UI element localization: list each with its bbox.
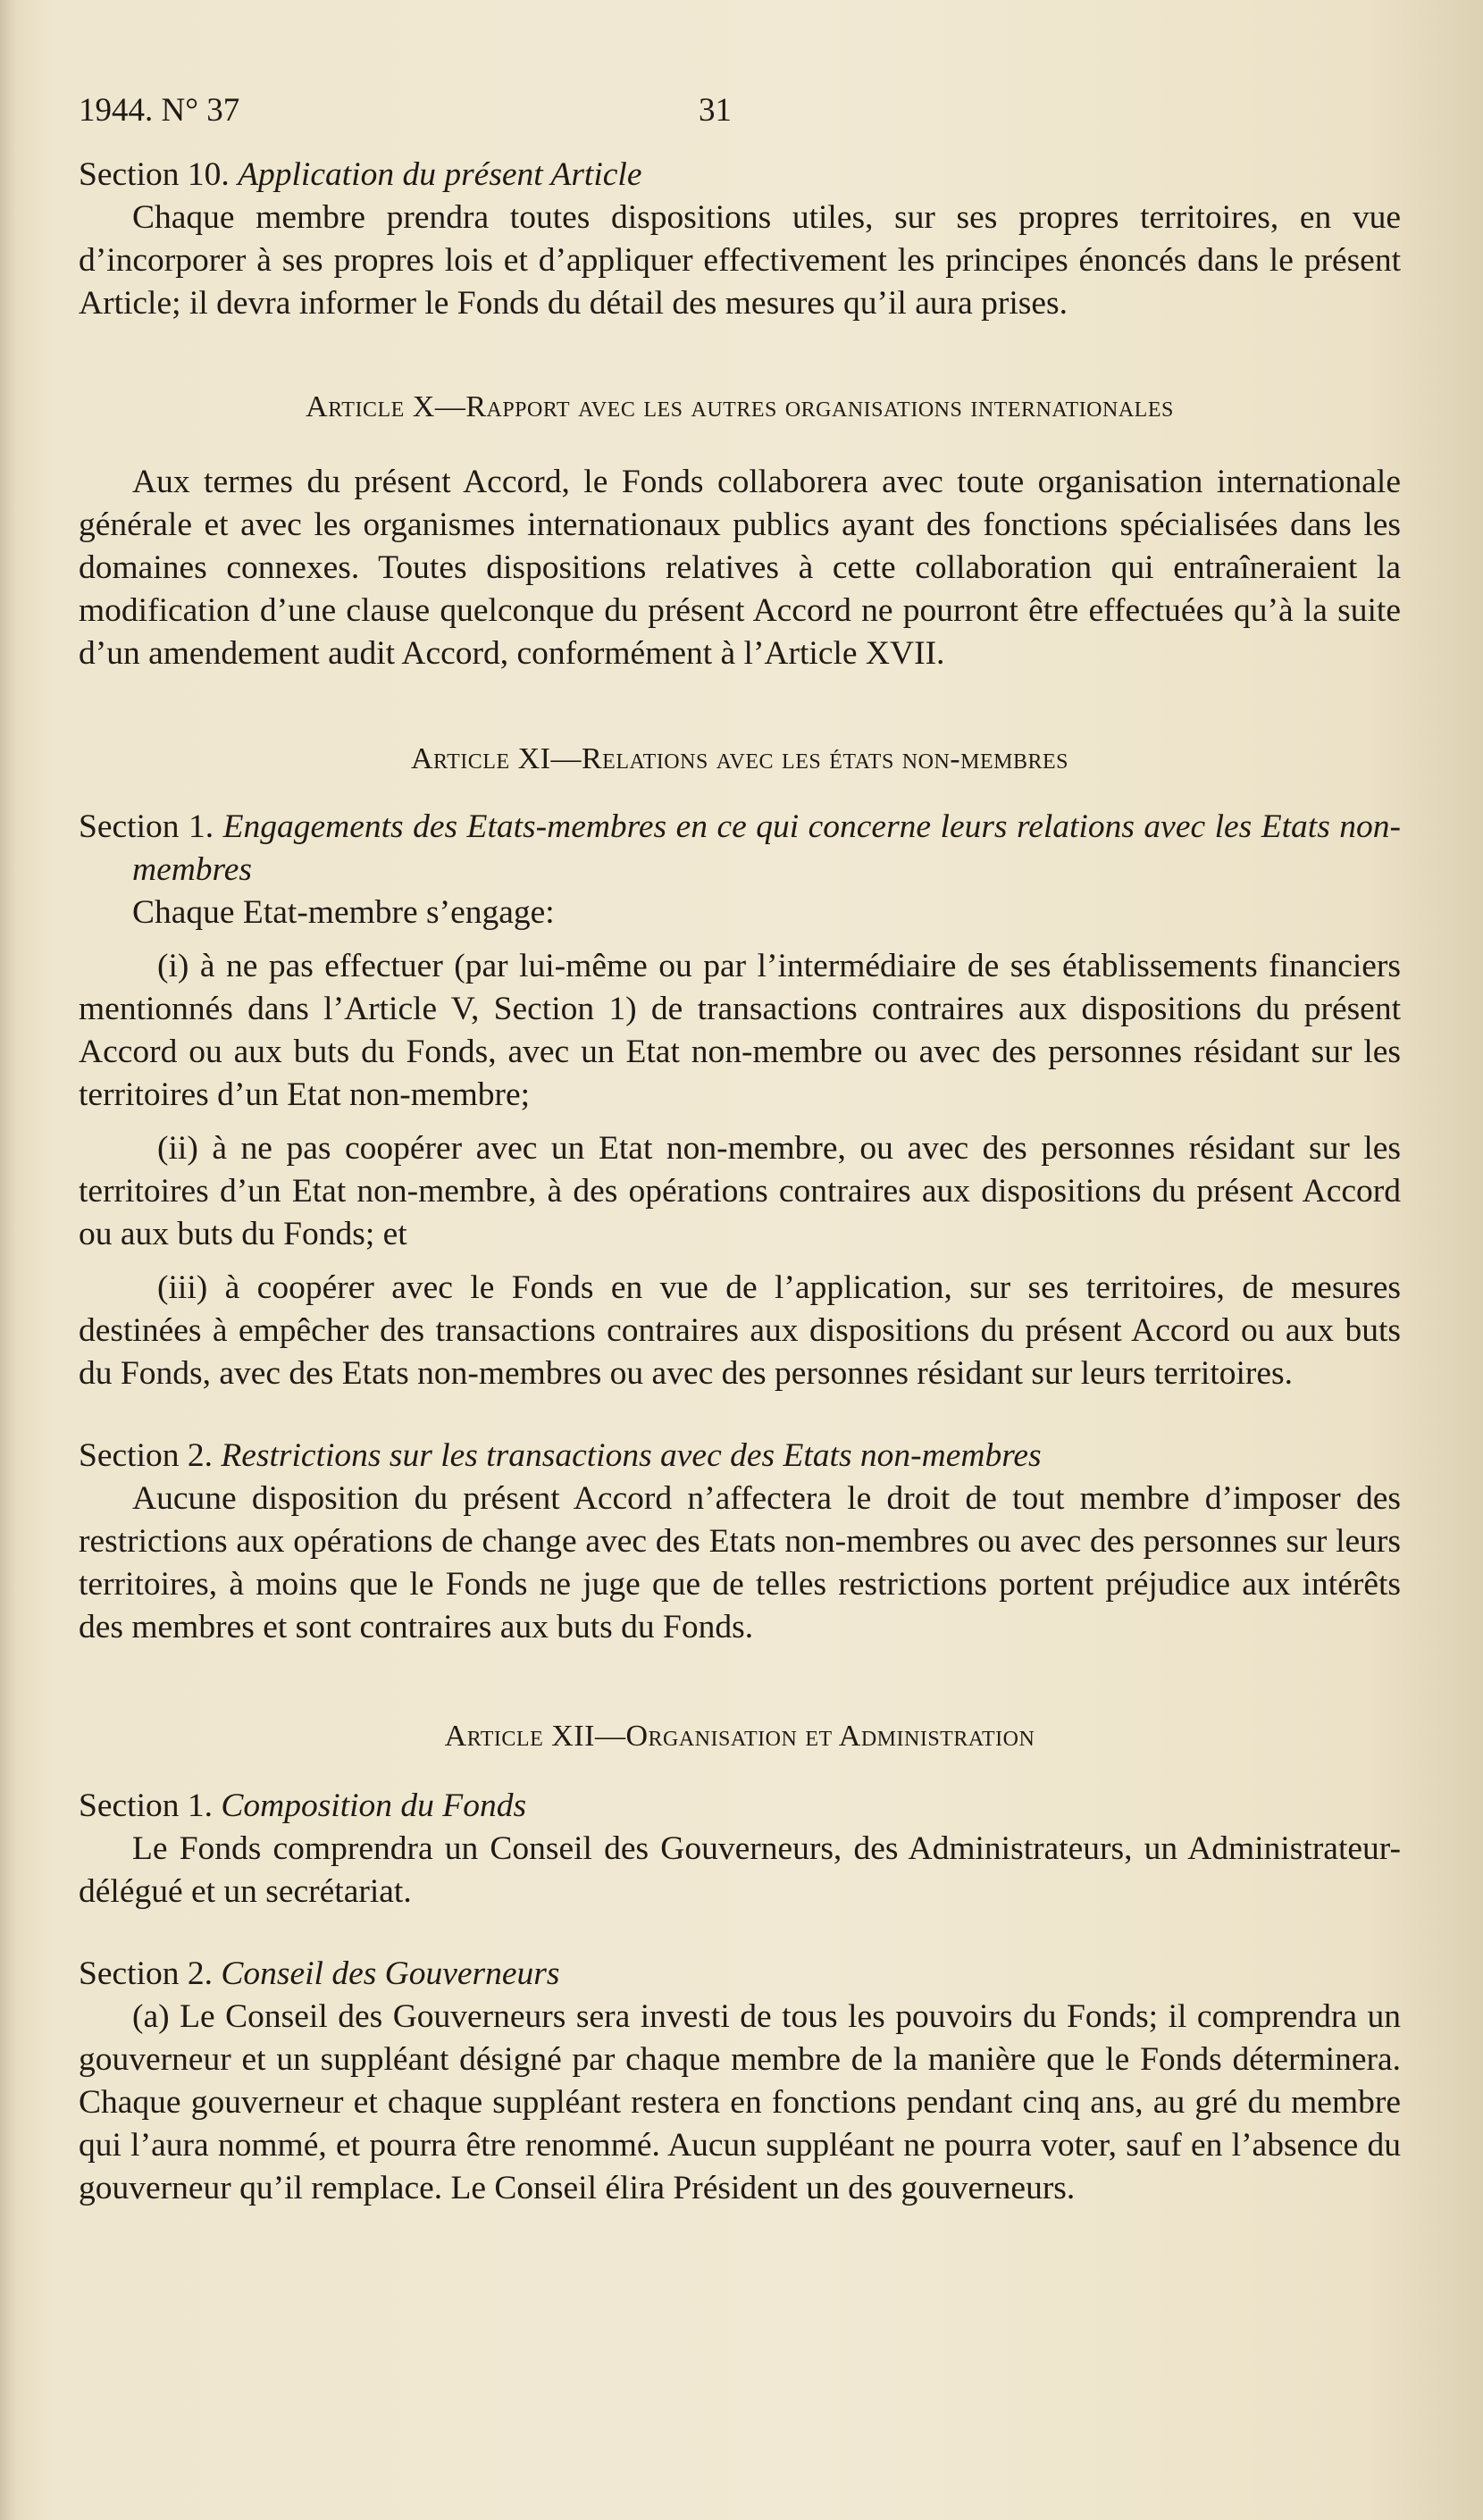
list-item: (i) à ne pas effectuer (par lui-même ou par l’intermédiaire de ses établissements financiers mentionnés dans l’Article V, Section 1) de transactions contraires aux dispositions du présent Accord ou aux buts du Fonds, avec un Etat non-membre ou avec des personnes résidant sur les territoires d’un Etat non-membre; (79, 948, 1401, 1113)
article-x-body: Aux termes du présent Accord, le Fonds collaborera avec toute organisation internationale générale et avec les organismes internationaux publics ayant des fonctions spécialisées dans les domaines connexes. Toutes dispositions relatives à cette collaboration qui entraîneraient la modification d’une clause quelconque du présent Accord ne pourront être effectuées qu’à la suite d’un amendement audit Accord, conformément à l’Article XVII. (79, 464, 1401, 672)
section-title: Conseil des Gouverneurs (221, 1955, 560, 1992)
list-item: (ii) à ne pas coopérer avec un Etat non-membre, ou avec des personnes résidant sur les territoires d’un Etat non-membre, à des opérations contraires aux dispositions du présent Accord ou aux buts du Fonds; et (79, 1130, 1401, 1252)
section-10-body: Chaque membre prendra toutes dispositions utiles, sur ses propres territoires, en vue d’incorporer à ses propres lois et d’appliquer effectivement les principes énoncés dans le présent Article; il devra informer le Fonds du détail des mesures qu’il aura prises. (79, 199, 1401, 322)
treaty-reference: 1944. N° 37 (79, 92, 240, 129)
section-label: Section 1. (79, 1787, 213, 1824)
article-xi-section-2-body: Aucune disposition du présent Accord n’affectera le droit de tout membre d’imposer des restrictions aux opérations de change avec des Etats non-membres ou avec des personnes sur leurs territoires, à moins que le Fonds ne juge que de telles restrictions portent préjudice aux intérêts des membres et sont contraires aux buts du Fonds. (79, 1480, 1401, 1645)
article-xii-section-2-heading (79, 1953, 1401, 1996)
article-xii-section-1-body: Le Fonds comprendra un Conseil des Gouverneurs, des Administrateurs, un Administrateur-délégué et un secrétariat. (79, 1830, 1401, 1910)
list-item: (iii) à coopérer avec le Fonds en vue de l’application, sur ses territoires, de mesures destinées à empêcher des transactions contraires aux dispositions du présent Accord ou aux buts du Fonds, avec des Etats non-membres ou avec des personnes résidant sur leurs territoires. (79, 1269, 1401, 1392)
article-xi-section-1-intro: Chaque Etat-membre s’engage: (132, 894, 555, 931)
section-label: Section 10. (79, 156, 230, 193)
page-content (79, 89, 1401, 2210)
article-xi-section-2-heading (79, 1435, 1401, 1478)
article-xi-heading: Article XI—Relations avec les états non-membres (411, 742, 1068, 775)
section-title: Engagements des Etats-membres en ce qui concerne leurs relations avec les Etats non-membres (132, 808, 1402, 888)
article-xii-section-1-heading (79, 1785, 1401, 1828)
article-x-heading: Article X—Rapport avec les autres organisations internationales (306, 390, 1174, 423)
article-xi-section-1-heading (79, 806, 1401, 892)
article-xii-heading: Article XII—Organisation et Administration (444, 1720, 1035, 1753)
section-title: Composition du Fonds (221, 1787, 527, 1824)
section-label: Section 2. (79, 1955, 213, 1992)
article-xii-section-2-body: (a) Le Conseil des Gouverneurs sera investi de tous les pouvoirs du Fonds; il comprendra un gouverneur et un suppléant désigné par chaque membre de la manière que le Fonds déterminera. Chaque gouverneur et chaque suppléant restera en fonctions pendant cinq ans, au gré du membre qui l’aura nommé, et pourra être renommé. Aucun suppléant ne pourra voter, sauf en l’absence du gouverneur qu’il remplace. Le Conseil élira Président un des gouverneurs. (79, 1998, 1401, 2206)
section-title: Restrictions sur les transactions avec des Etats non-membres (221, 1437, 1042, 1474)
page-number: 31 (699, 92, 732, 129)
running-head (79, 89, 1401, 141)
section-10-heading (79, 154, 1401, 197)
section-label: Section 2. (79, 1437, 213, 1474)
section-title: Application du présent Article (238, 156, 642, 193)
section-label: Section 1. (79, 808, 214, 845)
